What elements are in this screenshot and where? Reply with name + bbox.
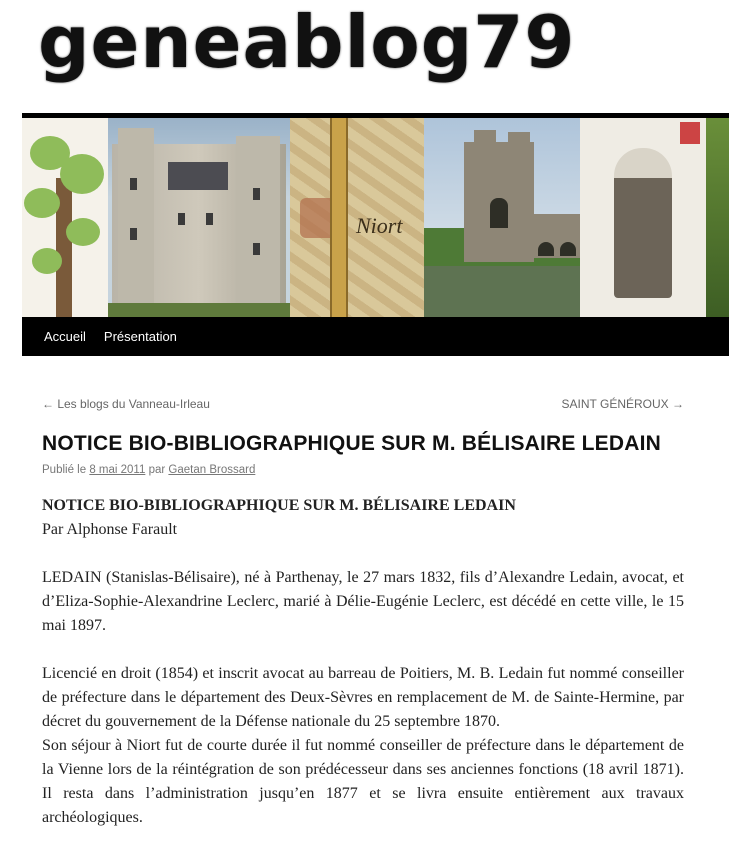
banner-tree-image <box>22 118 108 317</box>
map-town-label: Niort <box>356 213 403 238</box>
banner-trees-image <box>706 118 729 317</box>
next-post-link[interactable]: SAINT GÉNÉROUX → <box>561 397 684 411</box>
post-content <box>42 494 684 830</box>
meta-by-label: par <box>148 464 166 476</box>
banner-tower-image <box>424 118 580 317</box>
banner-postcard-image <box>580 118 706 317</box>
nav-item-accueil[interactable]: Accueil <box>44 329 86 344</box>
site-logo[interactable]: geneablog79 <box>38 0 576 84</box>
post-title: NOTICE BIO-BIBLIOGRAPHIQUE SUR M. BÉLISAIRE LEDAIN <box>42 432 662 455</box>
previous-post-link[interactable]: ← Les blogs du Vanneau-Irleau <box>42 397 210 411</box>
content-heading: NOTICE BIO-BIBLIOGRAPHIQUE SUR M. BÉLISAIRE LEDAIN <box>42 497 516 514</box>
post-author-link[interactable]: Gaetan Brossard <box>168 464 256 476</box>
nav-item-presentation[interactable]: Présentation <box>103 329 177 344</box>
post-meta <box>42 464 255 476</box>
content-paragraph: Licencié en droit (1854) et inscrit avocat au barreau de Poitiers, M. B. Ledain fut nommé conseiller de préfecture dans le département des Deux-Sèvres en remplacement de M. de Sainte-Hermine, par décret du gouvernement de la Défense nationale du 25 septembre 1870. <box>42 665 684 730</box>
main-navigation <box>22 317 729 356</box>
meta-published-label: Publié le <box>42 464 87 476</box>
content-paragraph: LEDAIN (Stanislas-Bélisaire), né à Parthenay, le 27 mars 1832, fils d’Alexandre Ledain, avocat, et d’Eliza-Sophie-Alexandrine Leclerc, marié à Délie-Eugénie Leclerc, est décédé en cette ville, le 15 mai 1897. <box>42 569 684 634</box>
post-date-link[interactable]: 8 mai 2011 <box>89 464 146 476</box>
banner-map-image <box>290 118 424 317</box>
header-banner[interactable] <box>22 118 729 317</box>
content-paragraph: Son séjour à Niort fut de courte durée il fut nommé conseiller de préfecture dans le département de la Vienne lors de la réintégration de son prédécesseur dans ses anciennes fonctions (18 avril 1871). Il resta dans l’administration jusqu’en 1877 et se livra ensuite entièrement aux travaux archéologiques. <box>42 737 684 826</box>
content-byline: Par Alphonse Farault <box>42 521 178 538</box>
banner-castle-image <box>108 118 290 317</box>
